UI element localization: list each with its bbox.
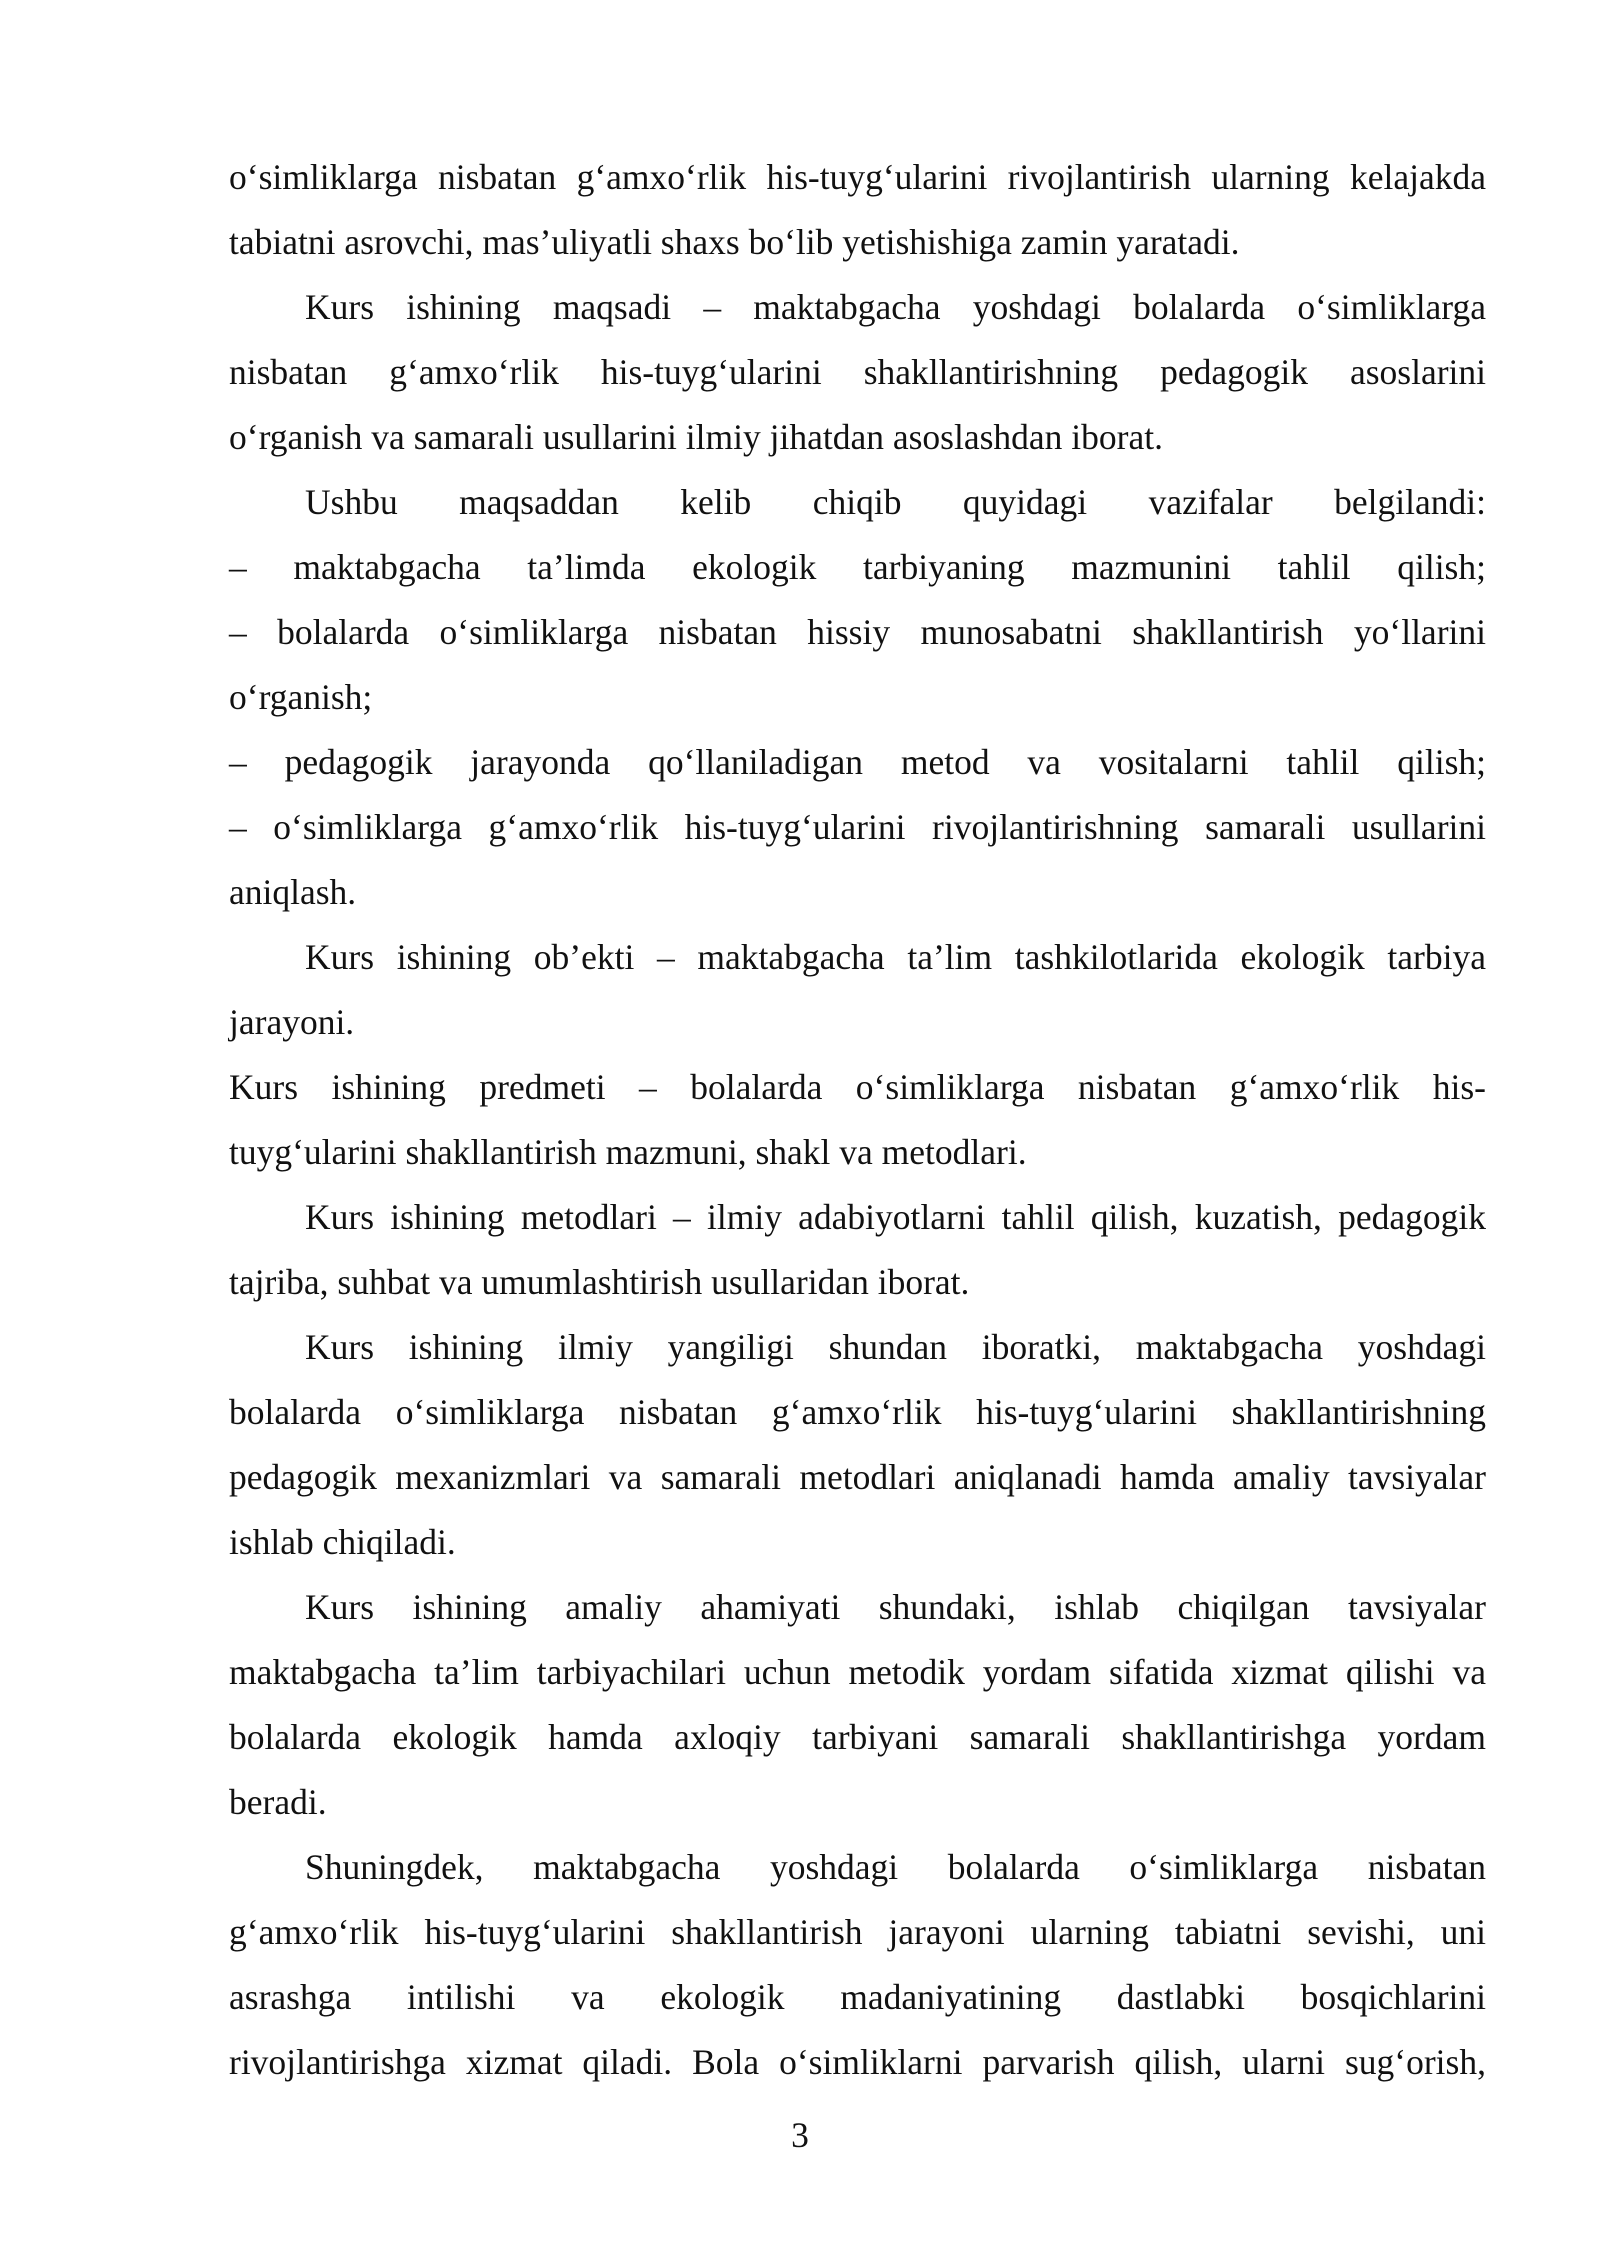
list-item: – bolalarda o‘simliklarga nisbatan hissiy munosabatni shakllantirish yo‘llarini xyxy=(229,612,1486,652)
text-line: asrashga intilishi va ekologik madaniyatining dastlabki bosqichlarini xyxy=(229,1977,1486,2017)
page-number: 3 xyxy=(791,2115,809,2155)
text-line: aniqlash. xyxy=(229,872,357,912)
text-line: o‘rganish va samarali usullarini ilmiy jihatdan asoslashdan iborat. xyxy=(229,417,1163,457)
text-line: jarayoni. xyxy=(229,1002,355,1042)
text-line: pedagogik mexanizmlari va samarali metodlari aniqlanadi hamda amaliy tavsiyalar xyxy=(229,1457,1486,1497)
paragraph-first-line: Kurs ishining predmeti – bolalarda o‘simliklarga nisbatan g‘amxo‘rlik his- xyxy=(229,1067,1486,1107)
paragraph-first-line: Kurs ishining ob’ekti – maktabgacha ta’lim tashkilotlarida ekologik tarbiya xyxy=(305,937,1486,977)
text-line: rivojlantirishga xizmat qiladi. Bola o‘simliklarni parvarish qilish, ularni sug‘orish, xyxy=(229,2042,1486,2082)
paragraph-first-line: Shuningdek, maktabgacha yoshdagi bolalarda o‘simliklarga nisbatan xyxy=(305,1847,1486,1887)
text-line: nisbatan g‘amxo‘rlik his-tuyg‘ularini shakllantirishning pedagogik asoslarini xyxy=(229,352,1486,392)
list-item: – maktabgacha ta’limda ekologik tarbiyaning mazmunini tahlil qilish; xyxy=(229,547,1486,587)
paragraph-first-line: Ushbu maqsaddan kelib chiqib quyidagi vazifalar belgilandi: xyxy=(305,482,1486,522)
paragraph-first-line: Kurs ishining ilmiy yangiligi shundan iboratki, maktabgacha yoshdagi xyxy=(305,1327,1486,1367)
body-text xyxy=(229,145,1486,2095)
text-line: bolalarda ekologik hamda axloqiy tarbiyani samarali shakllantirishga yordam xyxy=(229,1717,1486,1757)
text-line: ishlab chiqiladi. xyxy=(229,1522,456,1562)
list-item: – o‘simliklarga g‘amxo‘rlik his-tuyg‘ularini rivojlantirishning samarali usullarini xyxy=(229,807,1486,847)
text-line: o‘rganish; xyxy=(229,677,373,717)
paragraph-first-line: Kurs ishining metodlari – ilmiy adabiyotlarni tahlil qilish, kuzatish, pedagogik xyxy=(305,1197,1486,1237)
text-line: beradi. xyxy=(229,1782,327,1822)
text-line: tuyg‘ularini shakllantirish mazmuni, shakl va metodlari. xyxy=(229,1132,1027,1172)
text-line: bolalarda o‘simliklarga nisbatan g‘amxo‘rlik his-tuyg‘ularini shakllantirishning xyxy=(229,1392,1486,1432)
text-line: maktabgacha ta’lim tarbiyachilari uchun metodik yordam sifatida xizmat qilishi va xyxy=(229,1652,1486,1692)
text-line: tajriba, suhbat va umumlashtirish usullaridan iborat. xyxy=(229,1262,970,1302)
text-line: g‘amxo‘rlik his-tuyg‘ularini shakllantirish jarayoni ularning tabiatni sevishi, uni xyxy=(229,1912,1486,1952)
text-line: o‘simliklarga nisbatan g‘amxo‘rlik his-tuyg‘ularini rivojlantirish ularning kelajakda xyxy=(229,157,1486,197)
text-line: tabiatni asrovchi, mas’uliyatli shaxs bo‘lib yetishishiga zamin yaratadi. xyxy=(229,222,1240,262)
paragraph-first-line: Kurs ishining maqsadi – maktabgacha yoshdagi bolalarda o‘simliklarga xyxy=(305,287,1486,327)
paragraph-first-line: Kurs ishining amaliy ahamiyati shundaki, ishlab chiqilgan tavsiyalar xyxy=(305,1587,1486,1627)
list-item: – pedagogik jarayonda qo‘llaniladigan metod va vositalarni tahlil qilish; xyxy=(229,742,1486,782)
